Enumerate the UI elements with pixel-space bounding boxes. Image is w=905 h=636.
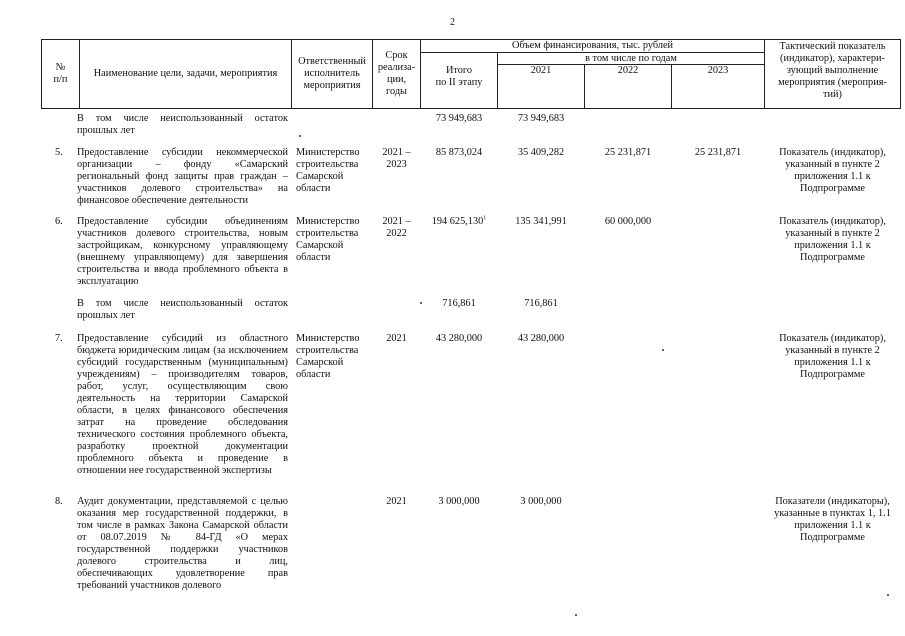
header-bottom-border [41,108,901,109]
row-number: 8. [55,496,63,507]
row-indicator: Показатель (индикатор), указанный в пункте 2 приложения 1.1 к Подпрограмме [779,147,886,194]
row-total: 73 949,683 [435,113,483,124]
row-name: Предоставление субсидии некоммерческой организации – фонду «Самарский региональный фонд защиты прав граждан – участников долевого строительства» на финансовое обеспечение деятельности [77,147,288,206]
table-right-border [900,39,901,109]
header-term: Срок реализа- ции, годы [377,50,416,97]
row-name: Предоставление субсидии объединениям участников долевого строительства, новым застройщикам, конкурсному управляющему (внешнему управляющему) для завершения строительства и ввода проблемного объекта в эксплуатацию [77,216,288,287]
row-number: 5. [55,147,63,158]
row-total: 85 873,024 [435,147,483,158]
row-total [421,216,497,228]
row-term: 2021 – 2022 [382,216,411,239]
row-number: 7. [55,333,63,344]
scan-speck [662,349,664,351]
row-total: 3 000,000 [438,496,480,507]
row-2021: 35 409,282 [517,147,565,158]
row-name: В том числе неиспользованный остаток прошлых лет [77,298,288,321]
header-financing: Объем финансирования, тыс. рублей [511,40,674,51]
row-number: 6. [55,216,63,227]
row-total: 716,861 [442,298,476,309]
header-year-2022: 2022 [617,65,639,76]
row-name: В том числе неиспользованный остаток прошлых лет [77,113,288,136]
row-indicator: Показатель (индикатор), указанный в пункте 2 приложения 1.1 к Подпрограмме [779,333,886,380]
header-years-group: в том числе по годам [585,53,677,64]
scan-speck [887,594,889,596]
row-term: 2021 – 2023 [382,147,411,170]
row-responsible: Министерство строительства Самарской области [296,147,360,194]
row-indicator: Показатели (индикаторы), указанные в пунктах 1, 1.1 приложения 1.1 к Подпрограмме [774,496,891,543]
header-name: Наименование цели, задачи, мероприятия [93,68,278,79]
row-total-value: 194 625,130 [431,216,484,227]
scan-speck [299,135,301,137]
row-indicator: Показатель (индикатор), указанный в пункте 2 приложения 1.1 к Подпрограмме [779,216,886,263]
row-2022: 25 231,871 [604,147,652,158]
scan-speck [575,614,577,616]
row-name: Аудит документации, представляемой с целью оказания мер государственной поддержки, в том числе в рамках Закона Самарской области от 08.07.2019 № 84-ГД «О мерах государственной поддержки участников долевого строительства и лиц, обеспечивающих удовлетворение прав требований участников долевого [77,496,288,591]
row-2021: 3 000,000 [520,496,562,507]
row-total: 43 280,000 [435,333,483,344]
row-term: 2021 [386,333,407,344]
row-responsible: Министерство строительства Самарской области [296,216,360,263]
row-2023: 25 231,871 [694,147,742,158]
header-year-2021: 2021 [530,65,552,76]
header-total: Итого по II этапу [435,65,483,88]
row-2021: 716,861 [524,298,558,309]
header-num: № п/п [53,62,68,85]
page-number: 2 [450,17,455,28]
row-2021: 73 949,683 [517,113,565,124]
header-responsible: Ответственный исполнитель мероприятия [298,56,366,91]
footnote-mark: 1 [483,215,487,222]
row-responsible: Министерство строительства Самарской области [296,333,360,380]
row-term: 2021 [386,496,407,507]
scan-speck [420,302,422,304]
header-year-2023: 2023 [707,65,729,76]
row-2021: 43 280,000 [517,333,565,344]
row-2021: 135 341,991 [515,216,567,227]
row-2022: 60 000,000 [604,216,652,227]
row-name: Предоставление субсидий из областного бюджета юридическим лицам (за исключением субсидий государственным (муниципальным) учреждениям) – производителям товаров, работ, услуг, осуществляющим свою деятельность на территории Самарской области, в целях финансового обеспечения затрат на проведение обследования технического состояния проблемного объекта, разработку проектной документации проблемного объекта и проведение в отношении нее государственной экспертизы [77,333,288,476]
header-indicator: Тактический показатель (индикатор), характери- зующий выполнение мероприятия (мероприя- тий) [778,41,887,100]
